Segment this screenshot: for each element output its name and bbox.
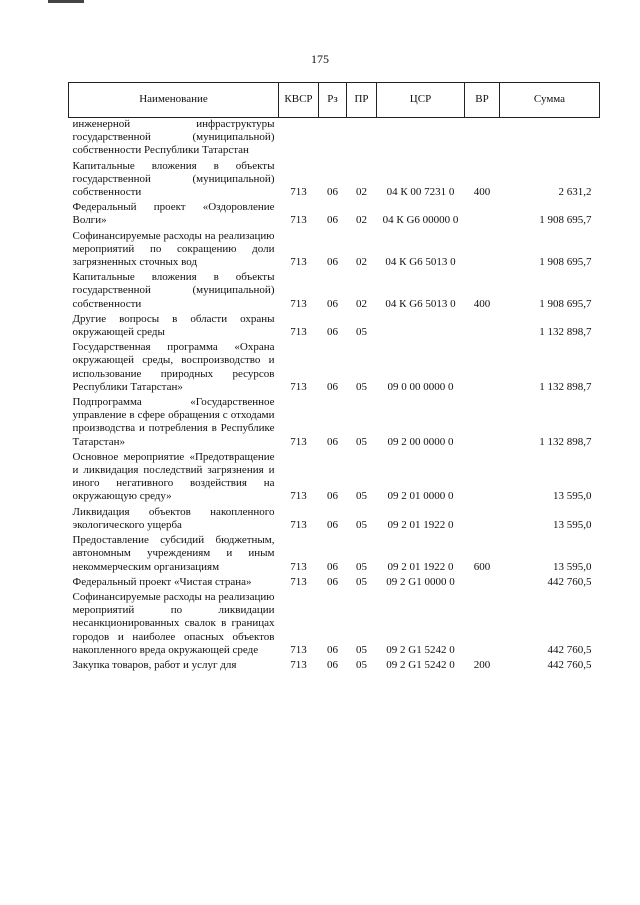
row-name: Капитальные вложения в объекты государственной (муниципальной) собственности: [72, 271, 275, 310]
row-vr: 400: [473, 186, 491, 199]
row-csr: [377, 118, 465, 160]
row-name: Ликвидация объектов накопленного экологического ущерба: [72, 505, 275, 531]
row-name: Государственная программа «Охрана окружающей среды, воспроизводство и использование природных ресурсов Республики Татарстан»: [72, 341, 275, 393]
row-rz: 06: [327, 643, 338, 656]
row-rz: 06: [327, 256, 338, 269]
row-rz: 06: [327, 326, 338, 339]
row-vr: [465, 591, 500, 659]
row-name: Другие вопросы в области охраны окружающей среды: [72, 312, 275, 339]
row-rz: 06: [327, 297, 338, 310]
row-sum: 13 595,0: [553, 518, 592, 531]
row-kvsr: 713: [290, 435, 307, 448]
row-pr: 05: [356, 380, 367, 393]
row-csr: 09 2 01 1922 0: [387, 560, 454, 573]
row-kvsr: 713: [290, 560, 307, 573]
row-sum: 442 760,5: [547, 643, 592, 656]
table-row: [69, 451, 600, 506]
header-sum: Сумма: [500, 83, 600, 118]
table-row: [69, 396, 600, 451]
header-rz: Рз: [319, 83, 347, 118]
header-pr: ПР: [347, 83, 377, 118]
row-pr: 02: [356, 214, 367, 227]
table-row: [69, 576, 600, 591]
row-name: Предоставление субсидий бюджетным, автономным учреждениям и иным некоммерческим организациям: [72, 534, 275, 573]
row-kvsr: 713: [290, 643, 307, 656]
row-name: Подпрограмма «Государственное управление в сфере обращения с отходами производства и потребления в Республике Татарстан»: [72, 396, 275, 448]
row-vr: 200: [473, 658, 491, 671]
row-kvsr: 713: [290, 658, 307, 671]
row-csr: 09 2 G1 0000 0: [386, 575, 455, 588]
row-pr: 02: [356, 256, 367, 269]
row-kvsr: 713: [290, 256, 307, 269]
row-name: Федеральный проект «Оздоровление Волги»: [72, 201, 275, 227]
row-vr: [465, 201, 500, 229]
row-rz: 06: [327, 560, 338, 573]
row-pr: 05: [356, 560, 367, 573]
row-sum: 1 132 898,7: [539, 326, 592, 339]
table-row: [69, 341, 600, 396]
table-body: [69, 118, 600, 675]
table-row: [69, 313, 600, 341]
row-kvsr: 713: [290, 575, 307, 588]
row-csr: 09 0 00 0000 0: [387, 380, 454, 393]
row-pr: 05: [356, 658, 367, 671]
row-kvsr: 713: [290, 490, 307, 503]
row-sum: 442 760,5: [547, 575, 592, 588]
row-csr: 09 2 G1 5242 0: [386, 658, 455, 671]
row-sum: 1 908 695,7: [539, 256, 592, 269]
row-vr: [465, 451, 500, 506]
row-kvsr: 713: [290, 297, 307, 310]
row-kvsr: 713: [290, 186, 307, 199]
row-vr: [465, 576, 500, 591]
table-row: [69, 506, 600, 534]
row-vr: 600: [473, 560, 491, 573]
row-pr: [347, 118, 377, 160]
row-csr: 09 2 01 0000 0: [387, 490, 454, 503]
page-number: 175: [311, 52, 329, 66]
table-row: [69, 591, 600, 659]
row-sum: 1 132 898,7: [539, 435, 592, 448]
row-vr: [465, 118, 500, 160]
row-csr: 04 К G6 00000 0: [382, 214, 459, 227]
row-kvsr: 713: [290, 380, 307, 393]
row-sum: 13 595,0: [553, 560, 592, 573]
row-rz: 06: [327, 380, 338, 393]
table-row: [69, 271, 600, 313]
row-kvsr: [279, 118, 319, 160]
row-kvsr: 713: [290, 518, 307, 531]
table-row: [69, 160, 600, 202]
table-row: [69, 230, 600, 272]
row-name: Закупка товаров, работ и услуг для: [72, 658, 237, 671]
row-pr: 05: [356, 575, 367, 588]
row-pr: 05: [356, 435, 367, 448]
header-vr: ВР: [465, 83, 500, 118]
row-rz: 06: [327, 575, 338, 588]
row-csr: 04 К G6 5013 0: [385, 256, 456, 269]
row-sum: 442 760,5: [547, 658, 592, 671]
row-rz: 06: [327, 214, 338, 227]
row-pr: 05: [356, 643, 367, 656]
row-pr: 05: [356, 518, 367, 531]
table-row: [69, 659, 600, 674]
row-vr: [465, 396, 500, 451]
row-csr: 04 К G6 5013 0: [385, 297, 456, 310]
row-name: Федеральный проект «Чистая страна»: [72, 575, 252, 588]
row-name: инженерной инфраструктуры государственной (муниципальной) собственности Республики Татарстан: [72, 118, 275, 157]
header-kvsr: КВСР: [279, 83, 319, 118]
table-row: [69, 201, 600, 229]
row-rz: [319, 118, 347, 160]
header-csr: ЦСР: [377, 83, 465, 118]
row-sum: 2 631,2: [558, 186, 592, 199]
row-vr: [465, 230, 500, 272]
row-sum: [500, 118, 600, 160]
row-name: Софинансируемые расходы на реализацию мероприятий по ликвидации несанкционированных свалок в границах городов и наиболее опасных объектов накопленного вреда окружающей среде: [72, 590, 275, 656]
row-csr: 09 2 01 1922 0: [387, 518, 454, 531]
row-csr: 09 2 G1 5242 0: [386, 643, 455, 656]
table-header: [69, 83, 600, 118]
row-kvsr: 713: [290, 214, 307, 227]
row-rz: 06: [327, 435, 338, 448]
row-rz: 06: [327, 186, 338, 199]
row-vr: [465, 313, 500, 341]
table-row: [69, 118, 600, 160]
row-pr: 02: [356, 186, 367, 199]
row-pr: 05: [356, 326, 367, 339]
row-vr: 400: [473, 297, 491, 310]
table-row: [69, 534, 600, 576]
row-name: Софинансируемые расходы на реализацию мероприятий по сокращению доли загрязненных сточных вод: [72, 229, 275, 269]
row-pr: 02: [356, 297, 367, 310]
row-csr: 09 2 00 0000 0: [387, 435, 454, 448]
row-rz: 06: [327, 490, 338, 503]
row-csr: [377, 313, 465, 341]
row-pr: 05: [356, 490, 367, 503]
header-name: Наименование: [69, 83, 279, 118]
row-csr: 04 К 00 7231 0: [386, 186, 455, 199]
row-sum: 1 908 695,7: [539, 214, 592, 227]
row-rz: 06: [327, 518, 338, 531]
row-vr: [465, 506, 500, 534]
row-vr: [465, 341, 500, 396]
row-rz: 06: [327, 658, 338, 671]
row-name: Основное мероприятие «Предотвращение и ликвидация последствий загрязнения и иного негативного воздействия на окружающую среду»: [72, 450, 275, 503]
row-kvsr: 713: [290, 326, 307, 339]
row-sum: 1 132 898,7: [539, 380, 592, 393]
scan-edge-mark: [48, 0, 84, 3]
row-sum: 1 908 695,7: [539, 297, 592, 310]
row-sum: 13 595,0: [553, 490, 592, 503]
budget-table: [68, 82, 600, 674]
row-name: Капитальные вложения в объекты государственной (муниципальной) собственности: [72, 159, 275, 199]
